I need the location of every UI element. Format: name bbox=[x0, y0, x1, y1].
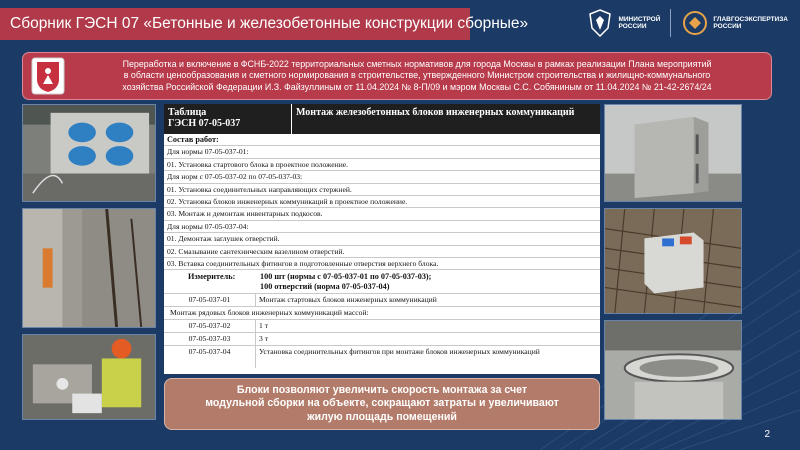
photo-block-installation bbox=[22, 208, 156, 328]
minstroy-logo bbox=[586, 8, 660, 38]
banner-line: хозяйства Российской Федерации И.З. Файзуллиным от 11.04.2024 № 8-П/09 и мэром Москвы С.С. Собяниным от 11.04.2024 № 21-42-2674/24 bbox=[122, 81, 712, 92]
norm-desc: Монтаж стартовых блоков инженерных коммуникаций bbox=[259, 295, 437, 305]
group-label: Монтаж рядовых блоков инженерных коммуникаций массой: bbox=[164, 307, 600, 319]
measure-value-line: 100 отверстий (норма 07-05-037-04) bbox=[260, 282, 390, 292]
glavgosexpertiza-logo-line2: РОССИИ bbox=[713, 23, 742, 30]
glavgosexpertiza-emblem-icon bbox=[681, 8, 709, 38]
minstroy-logo-line2: РОССИИ bbox=[618, 23, 647, 30]
slide-title: Сборник ГЭСН 07 «Бетонные и железобетонные конструкции сборные» bbox=[0, 8, 470, 40]
norm-desc: Установка соединительных фитингов при монтаже блоков инженерных коммуникаций bbox=[259, 346, 540, 356]
table-title: Монтаж железобетонных блоков инженерных коммуникаций bbox=[296, 107, 575, 118]
measure-value-line: 100 шт (нормы с 07-05-037-01 по 07-05-037-03); bbox=[260, 272, 432, 282]
photo-concrete-block bbox=[604, 104, 742, 202]
table-header bbox=[164, 104, 600, 134]
info-banner bbox=[22, 52, 772, 100]
photo-block-with-holes bbox=[22, 104, 156, 202]
measure-label: Измеритель: bbox=[188, 272, 236, 282]
photo-workers-fittings bbox=[22, 334, 156, 420]
table-body bbox=[164, 134, 600, 368]
norm-code: 07-05-037-01 bbox=[164, 294, 256, 306]
logo-separator bbox=[670, 9, 671, 37]
table-row: Для нормы 07-05-037-01: bbox=[164, 146, 600, 158]
table-code-cell bbox=[164, 104, 292, 134]
table-code-label: Таблица bbox=[168, 107, 207, 118]
gesn-table bbox=[164, 104, 600, 374]
norm-row bbox=[164, 346, 600, 368]
norm-desc: 1 т bbox=[259, 320, 269, 330]
callout-line: Блоки позволяют увеличить скорость монтажа за счет bbox=[236, 383, 528, 396]
measure-value bbox=[256, 270, 600, 293]
banner-line: Переработка и включение в ФСНБ-2022 территориальных сметных нормативов для города Москвы в рамках реализации Плана мероприятий bbox=[122, 58, 712, 69]
coat-of-arms-icon bbox=[586, 8, 614, 38]
page-number: 2 bbox=[764, 429, 770, 440]
norm-row bbox=[164, 333, 600, 346]
benefit-callout bbox=[164, 378, 600, 430]
norm-code: 07-05-037-03 bbox=[164, 333, 256, 345]
logos bbox=[586, 6, 788, 40]
glavgosexpertiza-logo-line1: ГЛАВГОСЭКСПЕРТИЗА bbox=[713, 15, 788, 23]
photo-round-fitting bbox=[604, 320, 742, 420]
table-row: 02. Установка блоков инженерных коммуникаций в проектное положение. bbox=[164, 196, 600, 208]
banner-text bbox=[71, 59, 771, 93]
photo-block-on-rebar bbox=[604, 208, 742, 314]
table-row: 01. Установка стартового блока в проектное положение. bbox=[164, 159, 600, 171]
header bbox=[0, 0, 800, 48]
table-code: ГЭСН 07-05-037 bbox=[168, 118, 241, 129]
callout-line: модульной сборки на объекте, сокращают затраты и увеличивают bbox=[205, 397, 559, 410]
glavgosexpertiza-logo bbox=[681, 8, 788, 38]
table-row: 02. Смазывание сантехническим вазелином отверстий. bbox=[164, 246, 600, 258]
moscow-coat-of-arms-icon bbox=[31, 57, 65, 95]
banner-line: в области ценообразования и сметного нормирования в строительстве, утвержденного Министром строительства и жилищно-коммунального bbox=[123, 70, 711, 81]
table-row: Для норм с 07-05-037-02 по 07-05-037-03: bbox=[164, 171, 600, 183]
norm-row bbox=[164, 320, 600, 333]
table-row: 01. Демонтаж заглушек отверстий. bbox=[164, 233, 600, 245]
norm-code: 07-05-037-02 bbox=[164, 320, 256, 332]
norm-desc: 3 т bbox=[259, 333, 269, 343]
table-row: 03. Вставка соединительных фитингов в подготовленные отверстия верхнего блока. bbox=[164, 258, 600, 270]
table-row: 01. Установка соединительных направляющих стержней. bbox=[164, 184, 600, 196]
norm-row bbox=[164, 294, 600, 307]
callout-line: жилую площадь помещений bbox=[307, 410, 457, 423]
table-row: Состав работ: bbox=[164, 134, 600, 146]
minstroy-logo-line1: МИНИСТРОЙ bbox=[618, 15, 661, 23]
table-row: Для нормы 07-05-037-04: bbox=[164, 221, 600, 233]
table-row: 03. Монтаж и демонтаж инвентарных подкосов. bbox=[164, 208, 600, 220]
measure-row bbox=[164, 270, 600, 294]
norm-code: 07-05-037-04 bbox=[164, 346, 256, 368]
